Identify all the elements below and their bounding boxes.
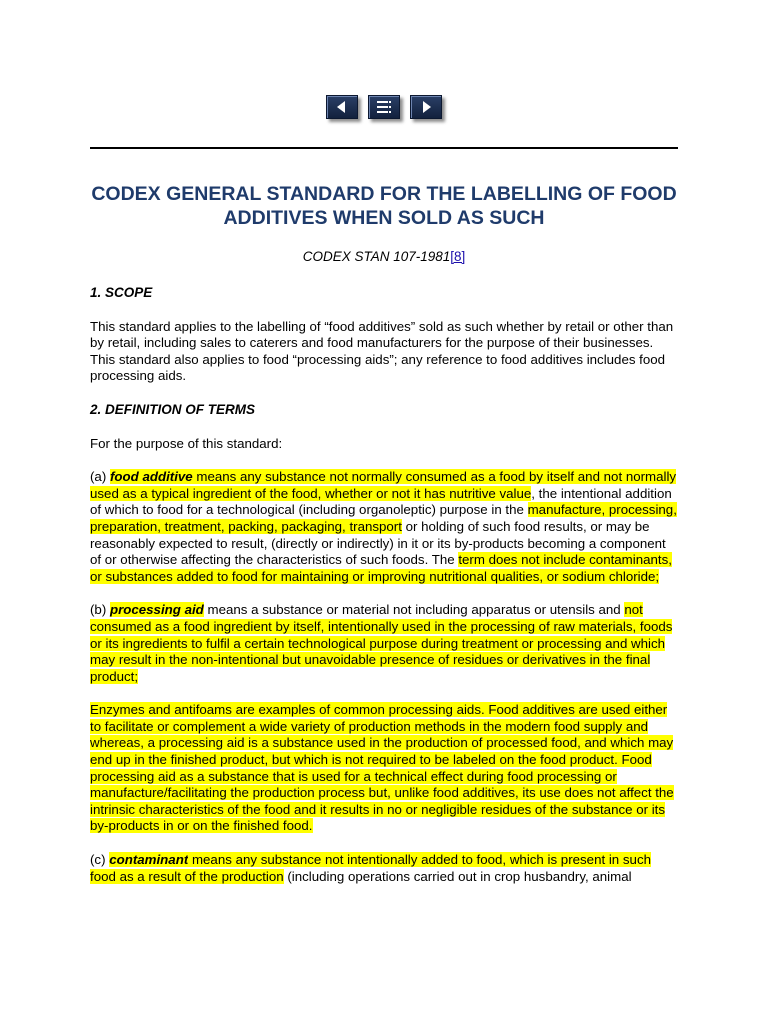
defined-term: food additive bbox=[109, 469, 193, 485]
arrow-right-icon bbox=[418, 99, 434, 115]
horizontal-divider bbox=[90, 147, 678, 149]
definition-prefix: (a) bbox=[90, 469, 110, 485]
highlighted-text: Enzymes and antifoams are examples of common processing aids. Food additives are used either to facilitate or complement a wide variety of production methods in the modern food supply and whereas, a processing aid is a substance used in the production of processed food, and which may end up in the finished product, but which is not required to be labeled on the food product. Food processing aid as a substance that is used for a technical effect during food processing or manufacture/facilitating the production process but, unlike food additives, its use does not affect the intrinsic characteristics of the food and it results in no or negligible residues of the substance or its by-products in or on the finished food. bbox=[90, 702, 674, 834]
definition-food-additive bbox=[90, 469, 680, 585]
section-heading-definitions: 2. DEFINITION OF TERMS bbox=[90, 401, 256, 417]
definition-prefix: (b) bbox=[90, 602, 110, 618]
footnote-link[interactable]: [8] bbox=[450, 249, 466, 264]
definition-text: or holding of such food results, or may be reasonably expected to result, (directly or indirectly) in it or its by-products becoming a component of or otherwise affecting the characteristics of such foods. The bbox=[90, 518, 666, 568]
previous-page-button[interactable] bbox=[326, 95, 358, 119]
definition-text: , the intentional addition of which to food for a technological (including organoleptic) purpose in the bbox=[90, 485, 672, 518]
standard-code: CODEX STAN 107-1981 bbox=[302, 249, 451, 264]
definition-contaminant bbox=[90, 852, 680, 885]
definition-text: (including operations carried out in crop husbandry, animal bbox=[283, 868, 632, 884]
definition-text: means a substance or material not including apparatus or utensils and bbox=[203, 602, 625, 618]
arrow-left-icon bbox=[334, 99, 350, 115]
scope-paragraph: This standard applies to the labelling of “food additives” sold as such whether by retail or other than by retail, including sales to caterers and food manufacturers for the purpose of their businesses. This standard also applies to food “processing aids”; any reference to food additives includes food processing aids. bbox=[90, 318, 674, 384]
table-of-contents-button[interactable] bbox=[368, 95, 400, 119]
defined-term: contaminant bbox=[109, 852, 189, 868]
list-icon bbox=[375, 99, 393, 115]
page-navigation bbox=[0, 95, 768, 119]
highlighted-text: means any substance not intentionally added to food, which is present in such food as a result of the production bbox=[90, 852, 651, 884]
definition-processing-aid bbox=[90, 602, 680, 685]
highlighted-text: not consumed as a food ingredient by itself, intentionally used in the processing of raw materials, foods or its ingredients to fulfil a certain technological purpose during treatment or processing and which may result in the non-intentional but unavoidable presence of residues or derivatives in the final product; bbox=[90, 602, 673, 684]
standard-reference bbox=[90, 249, 678, 264]
definitions-intro: For the purpose of this standard: bbox=[90, 435, 283, 451]
highlighted-text: means any substance not normally consumed as a food by itself and not normally used as a typical ingredient of the food, whether or not it has nutritive value bbox=[90, 469, 677, 501]
document-body bbox=[90, 285, 680, 902]
document-title: CODEX GENERAL STANDARD FOR THE LABELLING OF FOOD ADDITIVES WHEN SOLD AS SUCH bbox=[91, 183, 677, 229]
next-page-button[interactable] bbox=[410, 95, 442, 119]
highlighted-text: term does not include contaminants, or substances added to food for maintaining or improving nutritional qualities, or sodium chloride; bbox=[90, 552, 672, 584]
definition-prefix: (c) bbox=[90, 852, 110, 868]
enzymes-paragraph bbox=[90, 702, 680, 835]
highlighted-text: manufacture, processing, preparation, treatment, packing, packaging, transport bbox=[90, 502, 677, 534]
section-heading-scope: 1. SCOPE bbox=[90, 285, 153, 300]
defined-term: processing aid bbox=[109, 602, 204, 618]
